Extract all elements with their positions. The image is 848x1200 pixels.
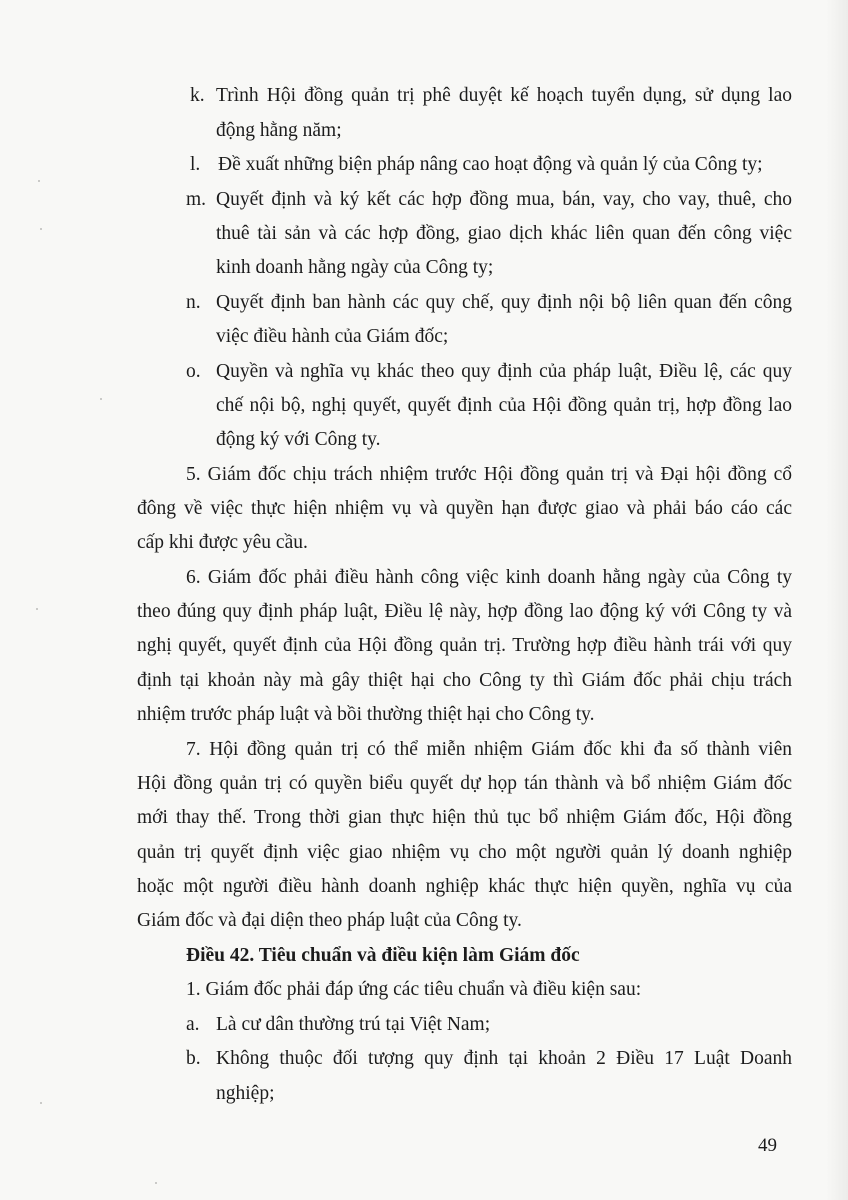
item-m-line-3: kinh doanh hằng ngày của Công ty; (216, 257, 494, 278)
clause-6-line-2: theo đúng quy định pháp luật, Điều lệ này, hợp đồng lao động ký với Công ty và (137, 601, 792, 622)
clause-7-line-5: hoặc một người điều hành doanh nghiệp khác thực hiện quyền, nghĩa vụ của (137, 876, 792, 897)
scan-speck (36, 608, 38, 610)
item-k-line-2: động hằng năm; (216, 120, 342, 141)
item-n-label: n. (186, 292, 201, 313)
clause-5-line-1: 5. Giám đốc chịu trách nhiệm trước Hội đồng quản trị và Đại hội đồng cổ (186, 464, 792, 485)
item-m-line-1: Quyết định và ký kết các hợp đồng mua, bán, vay, cho vay, thuê, cho (216, 189, 792, 210)
clause-7-line-2: Hội đồng quản trị có quyền biểu quyết dự họp tán thành và bổ nhiệm Giám đốc (137, 773, 792, 794)
item-b-line-1: Không thuộc đối tượng quy định tại khoản 2 Điều 17 Luật Doanh (216, 1048, 792, 1069)
article-42-clause-1: 1. Giám đốc phải đáp ứng các tiêu chuẩn và điều kiện sau: (186, 979, 642, 1000)
clause-7-line-4: quản trị quyết định việc giao nhiệm vụ cho một người quản lý doanh nghiệp (137, 842, 792, 863)
scan-speck (40, 228, 42, 230)
clause-7-line-1: 7. Hội đồng quản trị có thể miễn nhiệm Giám đốc khi đa số thành viên (186, 739, 792, 760)
scan-edge-shadow (826, 0, 848, 1200)
scan-speck (100, 398, 102, 400)
item-n-line-1: Quyết định ban hành các quy chế, quy định nội bộ liên quan đến công (216, 292, 792, 313)
item-m-label: m. (186, 189, 207, 210)
clause-6-line-3: nghị quyết, quyết định của Hội đồng quản trị. Trường hợp điều hành trái với quy (137, 635, 792, 656)
item-o-line-1: Quyền và nghĩa vụ khác theo quy định của pháp luật, Điều lệ, các quy (216, 361, 792, 382)
scan-speck (40, 1102, 42, 1104)
item-o-line-3: động ký với Công ty. (216, 429, 381, 450)
clause-6-line-1: 6. Giám đốc phải điều hành công việc kinh doanh hằng ngày của Công ty (186, 567, 792, 588)
article-42-heading: Điều 42. Tiêu chuẩn và điều kiện làm Giám đốc (186, 945, 580, 966)
item-o-line-2: chế nội bộ, nghị quyết, quyết định của Hội đồng quản trị, hợp đồng lao (216, 395, 792, 416)
item-b-label: b. (186, 1048, 201, 1069)
page-number: 49 (758, 1135, 777, 1156)
item-b-line-2: nghiệp; (216, 1083, 275, 1104)
item-n-line-2: việc điều hành của Giám đốc; (216, 326, 449, 347)
item-o-label: o. (186, 361, 201, 382)
clause-6-line-5: nhiệm trước pháp luật và bồi thường thiệt hại cho Công ty. (137, 704, 595, 725)
clause-5-line-2: đông về việc thực hiện nhiệm vụ và quyền hạn được giao và phải báo cáo các (137, 498, 792, 519)
item-a-text: Là cư dân thường trú tại Việt Nam; (216, 1014, 491, 1035)
clause-7-line-6: Giám đốc và đại diện theo pháp luật của Công ty. (137, 910, 522, 931)
item-l-line-1: Đề xuất những biện pháp nâng cao hoạt động và quản lý của Công ty; (218, 154, 763, 175)
clause-7-line-3: mới thay thế. Trong thời gian thực hiện thủ tục bổ nhiệm Giám đốc, Hội đồng (137, 807, 792, 828)
clause-5-line-3: cấp khi được yêu cầu. (137, 532, 308, 553)
item-k-label: k. (190, 85, 205, 106)
item-a-label: a. (186, 1014, 200, 1035)
scan-speck (38, 180, 40, 182)
item-l-label: l. (190, 154, 201, 175)
clause-6-line-4: định tại khoản này mà gây thiệt hại cho Công ty thì Giám đốc phải chịu trách (137, 670, 792, 691)
item-k-line-1: Trình Hội đồng quản trị phê duyệt kế hoạch tuyển dụng, sử dụng lao (216, 85, 792, 106)
scan-speck (155, 1182, 157, 1184)
item-m-line-2: thuê tài sản và các hợp đồng, giao dịch khác liên quan đến công việc (216, 223, 792, 244)
